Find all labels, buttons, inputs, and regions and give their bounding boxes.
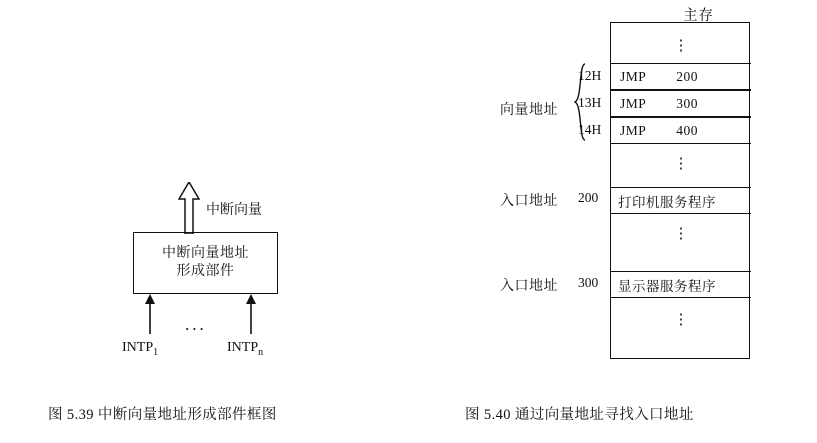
- main-memory-column: [610, 22, 750, 359]
- figure-5-40: [400, 0, 817, 443]
- input-label-intp1: [122, 340, 158, 358]
- caption-figure-5-39: 图 5.39 中断向量地址形成部件框图: [48, 407, 277, 423]
- entry-address-label-1: 入口地址: [500, 194, 558, 209]
- vector-address-generator-box: [133, 232, 278, 294]
- entry-address-value-300: 300: [578, 275, 599, 290]
- vector-13h-target: 300: [676, 95, 699, 111]
- vector-12h-target: 200: [676, 68, 699, 84]
- memory-row-vector-14h: [611, 117, 751, 144]
- figure-5-39: [0, 0, 400, 443]
- entry-address-value-200: 200: [578, 190, 599, 205]
- main-memory-title: 主存: [683, 8, 714, 24]
- memory-row-display-routine: 显示器服务程序: [611, 271, 751, 298]
- intp1-subscript: 1: [153, 346, 159, 358]
- vector-hex-12h: 12H: [578, 68, 602, 83]
- memory-ellipsis-1: ⋮: [673, 38, 689, 54]
- intpn-name: INTP: [227, 340, 259, 355]
- input-ellipsis: ...: [185, 315, 207, 334]
- box-line-1: 中断向量地址: [162, 246, 249, 262]
- memory-ellipsis-4: ⋮: [673, 312, 689, 328]
- box-line-2: 形成部件: [176, 264, 235, 279]
- vector-12h-instruction: JMP: [620, 68, 647, 84]
- interrupt-vector-label: 中断向量: [206, 203, 262, 218]
- memory-row-vector-12h: [611, 63, 751, 90]
- vector-14h-instruction: JMP: [620, 122, 647, 138]
- caption-figure-5-40: 图 5.40 通过向量地址寻找入口地址: [465, 407, 694, 423]
- memory-ellipsis-3: ⋮: [673, 226, 689, 242]
- intp1-name: INTP: [122, 340, 154, 355]
- vector-14h-target: 400: [676, 122, 699, 138]
- memory-row-printer-routine: 打印机服务程序: [611, 187, 751, 214]
- intpn-subscript: n: [258, 346, 264, 358]
- memory-row-vector-13h: [611, 90, 751, 117]
- memory-ellipsis-2: ⋮: [673, 156, 689, 172]
- interrupt-vector-arrow-icon: [178, 182, 200, 234]
- vector-hex-14h: 14H: [578, 122, 602, 137]
- input-arrow-1-icon: [144, 294, 156, 334]
- input-arrow-n-icon: [245, 294, 257, 334]
- input-label-intpn: [227, 340, 263, 358]
- vector-address-label: 向量地址: [500, 103, 558, 118]
- vector-13h-instruction: JMP: [620, 95, 647, 111]
- entry-address-label-2: 入口地址: [500, 279, 558, 294]
- vector-hex-13h: 13H: [578, 95, 602, 110]
